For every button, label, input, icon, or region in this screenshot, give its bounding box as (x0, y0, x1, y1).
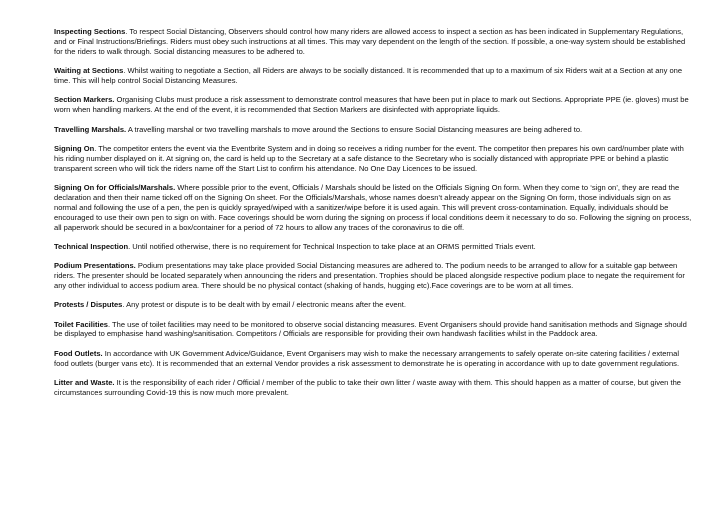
section-text: . The use of toilet facilities may need to be monitored to observe social distancing measures. Event Organisers should provide hand sanitisation methods and Signage should be displayed to emphasise hand washing/sanitisation. Competitors / Officials are responsible for providing their own handwash facilities whilst in the Paddock area. (54, 319, 687, 339)
section-waiting-at-sections (54, 66, 692, 86)
section-text: In accordance with UK Government Advice/Guidance, Event Organisers may wish to make the necessary arrangements to safely operate on-site catering facilities / external food outlets (burger vans etc). It is recommended that an external Vendor provides a risk assessment to demonstrate he is operating in accordance with up to date government regulations. (54, 348, 680, 368)
section-inspecting-sections (54, 27, 692, 57)
section-food-outlets (54, 349, 692, 369)
section-text: Where possible prior to the event, Officials / Marshals should be listed on the Officials Signing On form. When they come to ‘sign on’, they are read the declaration and then their name ticked off on the Signing On sheet. For the Officials/Marshals, whose names doesn’t already appear on the Signing On form, those individuals sign on as normal and following the use of a pen, the pen is quickly sprayed/wiped with a sanitizer/wipe before it is used again. This will prevent cross-contamination. Equally, individuals should be encouraged to use their own pen to sign on with. Face coverings should be worn during the signing on process if local conditions deem it necessary to do so. Following the signing on process, all paperwork should be secured in a box/container for a period of 72 hours to allow any traces of the coronavirus to die off. (54, 182, 692, 232)
section-heading: Toilet Facilities (54, 319, 108, 329)
section-protests-disputes (54, 300, 692, 310)
section-heading: Protests / Disputes (54, 300, 123, 310)
section-text: It is the responsibility of each rider / Official / member of the public to take their own litter / waste away with them. This should happen as a matter of course, but given the circumstances surrounding Covid-19 this is now much more prevalent. (54, 377, 681, 397)
section-text: Organising Clubs must produce a risk assessment to demonstrate control measures that have been put in place to mark out Sections. Appropriate PPE (ie. gloves) must be worn when handling markers. At the end of the event, it is recommended that Section Markers are disinfected with appropriate liquids. (54, 95, 689, 115)
section-text: . Whilst waiting to negotiate a Section, all Riders are always to be socially distanced. It is recommended that up to a maximum of six Riders wait at a Section at any one time. This will help control Social Distancing Measures. (54, 66, 683, 86)
section-text: . Any protest or dispute is to be dealt with by email / electronic means after the event. (122, 300, 406, 310)
section-heading: Waiting at Sections (54, 66, 124, 76)
section-signing-on-officials (54, 183, 692, 233)
section-heading: Food Outlets. (54, 348, 103, 358)
section-section-markers (54, 95, 692, 115)
section-signing-on (54, 144, 692, 174)
section-podium-presentations (54, 261, 692, 291)
section-text: Podium presentations may take place provided Social Distancing measures are adhered to. The podium needs to be arranged to allow for a suitable gap between riders. The presenter should be located separately when announcing the riders and presentation. Trophies should be placed alongside respective podium place to negate the requirement for any other individual to access podium area. There should be no physical contact (shaking of hands, hugging etc).Face coverings are to be worn at all times. (54, 261, 685, 290)
section-heading: Travelling Marshals. (54, 124, 127, 134)
section-heading: Technical Inspection (54, 241, 129, 251)
section-text: . Until notified otherwise, there is no requirement for Technical Inspection to take place at an ORMS permitted Trials event. (128, 241, 536, 251)
section-technical-inspection (54, 242, 692, 252)
section-text: A travelling marshal or two travelling marshals to move around the Sections to ensure Social Distancing measures are being adhered to. (126, 124, 583, 134)
section-litter-and-waste (54, 378, 692, 398)
section-toilet-facilities (54, 320, 692, 340)
section-text: . To respect Social Distancing, Observers should control how many riders are allowed access to inspect a section as has been indicated in Supplementary Regulations, and or Final Instructions/Briefings. Riders must obey such instructions at all times. This may vary dependent on the length of the section. If possible, a one-way system should be established for the riders to walk through. Social distancing measures to be adhered to. (54, 27, 686, 56)
section-heading: Section Markers. (54, 95, 115, 105)
section-heading: Litter and Waste. (54, 377, 115, 387)
section-heading: Inspecting Sections (54, 27, 126, 36)
section-heading: Podium Presentations. (54, 261, 136, 271)
section-heading: Signing On (54, 143, 95, 153)
section-travelling-marshals (54, 125, 692, 135)
section-heading: Signing On for Officials/Marshals. (54, 182, 176, 192)
section-text: . The competitor enters the event via the Eventbrite System and in doing so receives a riding number for the event. The competitor then prepares his own card/number plate with his riding number displayed on it. At signing on, the card is held up to the Secretary at a safe distance to the Secretary who is socially distanced with appropriate PPE or behind a plastic transparent screen who will tick the riders name off the Start List to confirm his attendance. No One Day Licences to be issued. (54, 143, 684, 173)
